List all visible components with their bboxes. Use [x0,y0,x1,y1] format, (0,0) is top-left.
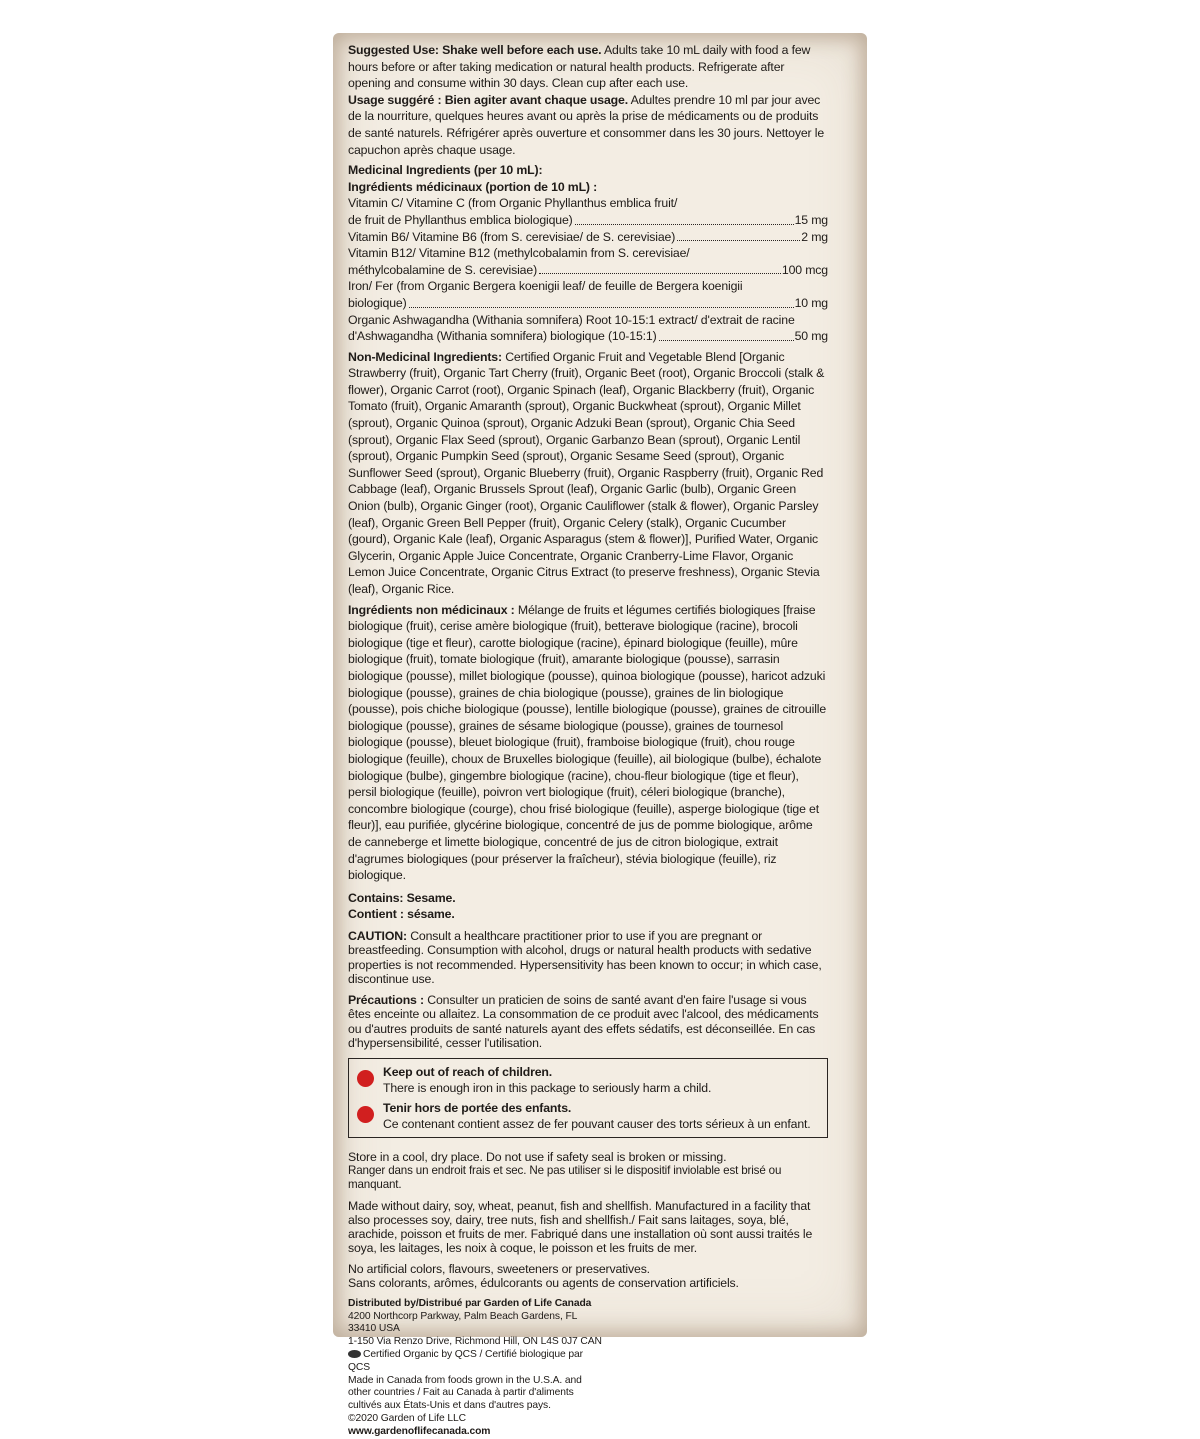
qcs-logo-icon [348,1350,361,1358]
allergen-statement: Made without dairy, soy, wheat, peanut, fish and shellfish. Manufactured in a facility that also processes soy, dairy, tree nuts, fish and shellfish./ Fait sans laitages, soya, blé, arachide, poisson et fruits de mer. Fabriqué dans une installation où sont aussi traités le soya, les laitages, les noix à coque, le poisson et les fruits de mer. [348,1198,813,1255]
caution-fr: Précautions : Consulter un praticien de soins de santé avant d'en faire l'usage si vous êtes enceinte ou allaitez. La consommation de ce produit avec l'alcool, des médicaments ou d'autres produits de santé naturels ayant des effets sédatifs, est déconseillée. En cas d'hypersensibilité, cesser l'utilisation. [348,992,819,1051]
non-medicinal-fr: Ingrédients non médicinaux : Mélange de fruits et légumes certifiés biologiques [fraise biologique (fruit), cerise amère biologique (fruit), betterave biologique (racine), brocoli biologique (tige et fleur), carotte biologique (racine), épinard biologique (feuille), mûre biologique (fruit), tomate biologique (fruit), amarante biologique (pousse), sarrasin biologique (pousse), millet biologique (pousse), quinoa biologique (pousse), haricot adzuki biologique (pousse), graines de chia biologique (pousse), graines de lin biologique (pousse), pois chiche biologique (pousse), lentille biologique (pousse), graines de citrouille biologique (pousse), graines de sésame biologique (pousse), graines de tournesol biologique (pousse), bleuet biologique (fruit), framboise biologique (fruit), chou rouge biologique (feuille), choux de Bruxelles biologique (feuille), ail biologique (bulbe), échalote biologique (bulbe), gingembre biologique (racine), chou-fleur biologique (tige et fleur), persil biologique (feuille), poivron vert biologique (fruit), céleri biologique (branche), concombre biologique (courge), chou frisé biologique (feuille), asperge biologique (tige et fleur)], eau purifiée, glycérine biologique, concentré de jus de pomme biologique, arôme de canneberge et limette biologique, concentré de jus de citron biologique, extrait d'agrumes biologiques (pour préserver la fraîcheur), stévia biologique (feuille), riz biologique. [348,602,827,883]
warning-dot-icon [357,1106,374,1123]
suggested-use-fr: Usage suggéré : Bien agiter avant chaque usage. Adultes prendre 10 ml par jour avec de la nourriture, quelques heures avant ou après la prise de médicaments ou de produits de santé naturels. Réfrigérer après ouverture et consommer dans les 30 jours. Nettoyer le capuchon après chaque usage. [348,92,825,157]
warning-dot-icon [357,1070,374,1087]
suggested-use-en: Suggested Use: Shake well before each use. Adults take 10 mL daily with food a few hours before or after taking medication or natural health products. Refrigerate after opening and consume within 30 days. Clean cup after each use. [348,43,811,91]
caution-en: CAUTION: Consult a healthcare practitioner prior to use if you are pregnant or breastfeeding. Consumption with alcohol, drugs or natural health products with sedative properties is not recommended. Hypersensitivity has been known to occur; in which case, discontinue use. [348,928,822,987]
medicinal-item-vitamin-b12: Vitamin B12/ Vitamine B12 (methylcobalamin from S. cerevisiae/ méthylcobalamine de S. cerevisiae) 100 mcg [348,246,828,277]
website-link[interactable]: www.gardenoflifecanada.com [348,1425,491,1437]
child-warning-fr: Tenir hors de portée des enfants. Ce contenant contient assez de fer pouvant causer des torts sérieux à un enfant. [357,1100,819,1132]
non-medicinal-en: Non-Medicinal Ingredients: Certified Organic Fruit and Vegetable Blend [Organic Strawberry (fruit), Organic Tart Cherry (fruit), Organic Beet (root), Organic Broccoli (stalk & flower), Organic Carrot (root), Organic Spinach (leaf), Organic Blackberry (fruit), Organic Tomato (fruit), Organic Amaranth (sprout), Organic Buckwheat (sprout), Organic Millet (sprout), Organic Quinoa (sprout), Organic Adzuki Bean (sprout), Organic Chia Seed (sprout), Organic Flax Seed (sprout), Organic Garbanzo Bean (sprout), Organic Lentil (sprout), Organic Pumpkin Seed (sprout), Organic Sesame Seed (sprout), Organic Sunflower Seed (sprout), Organic Blueberry (fruit), Organic Raspberry (fruit), Organic Red Cabbage (leaf), Organic Brussels Sprout (leaf), Organic Garlic (bulb), Organic Green Onion (bulb), Organic Ginger (root), Organic Cauliflower (stalk & flower), Organic Parsley (leaf), Organic Green Bell Pepper (fruit), Organic Celery (stalk), Organic Cucumber (gourd), Organic Kale (leaf), Organic Asparagus (stem & flower)], Purified Water, Organic Glycerin, Organic Apple Juice Concentrate, Organic Cranberry-Lime Flavor, Organic Lemon Juice Concentrate, Organic Citrus Extract (to preserve freshness), Organic Stevia (leaf), Organic Rice. [348,349,825,596]
label-content [348,42,828,1439]
child-warning-box [348,1058,828,1138]
distributor-block: Distributed by/Distribué par Garden of Life Canada 4200 Northcorp Parkway, Palm Beach Gardens, FL 33410 USA 1-150 Via Renzo Drive, Richmond Hill, ON L4S 0J7 CAN Certified Organic by QCS / Certifié biologique par QCS Made in Canada from foods grown in the U.S.A. and other countries / Fait au Canada à partir d'aliments cultivés aux États-Unis et dans d'autres pays. ©2020 Garden of Life LLC www.gardenoflifecanada.com [348,1297,602,1437]
medicinal-heading-en: Medicinal Ingredients (per 10 mL): [348,163,543,178]
storage-info: Store in a cool, dry place. Do not use if safety seal is broken or missing. Ranger dans un endroit frais et sec. Ne pas utiliser si le dispositif inviolable est brisé ou manquant. [348,1149,782,1191]
medicinal-item-ashwagandha: Organic Ashwagandha (Withania somnifera) Root 10-15:1 extract/ d'extrait de racine d'Ashwagandha (Withania somnifera) biologique (10-15:1) 50 mg [348,312,828,344]
contains-en: Contains: Sesame. [348,890,456,905]
child-warning-en: Keep out of reach of children. There is enough iron in this package to seriously harm a child. [357,1064,819,1096]
medicinal-heading-fr: Ingrédients médicinaux (portion de 10 mL) : [348,179,598,194]
medicinal-item-vitamin-c: Vitamin C/ Vitamine C (from Organic Phyllanthus emblica fruit/ de fruit de Phyllanthus emblica biologique) 15 mg [348,196,828,227]
no-artificial-statement: No artificial colors, flavours, sweeteners or preservatives. Sans colorants, arômes, édulcorants ou agents de conservation artificiels. [348,1261,739,1290]
medicinal-item-iron: Iron/ Fer (from Organic Bergera koenigii leaf/ de feuille de Bergera koenigii biologique) 10 mg [348,279,828,310]
supplement-label-panel [333,33,867,1437]
contains-fr: Contient : sésame. [348,907,455,922]
medicinal-item-vitamin-b6: Vitamin B6/ Vitamine B6 (from S. cerevisiae/ de S. cerevisiae) 2 mg [348,229,828,244]
